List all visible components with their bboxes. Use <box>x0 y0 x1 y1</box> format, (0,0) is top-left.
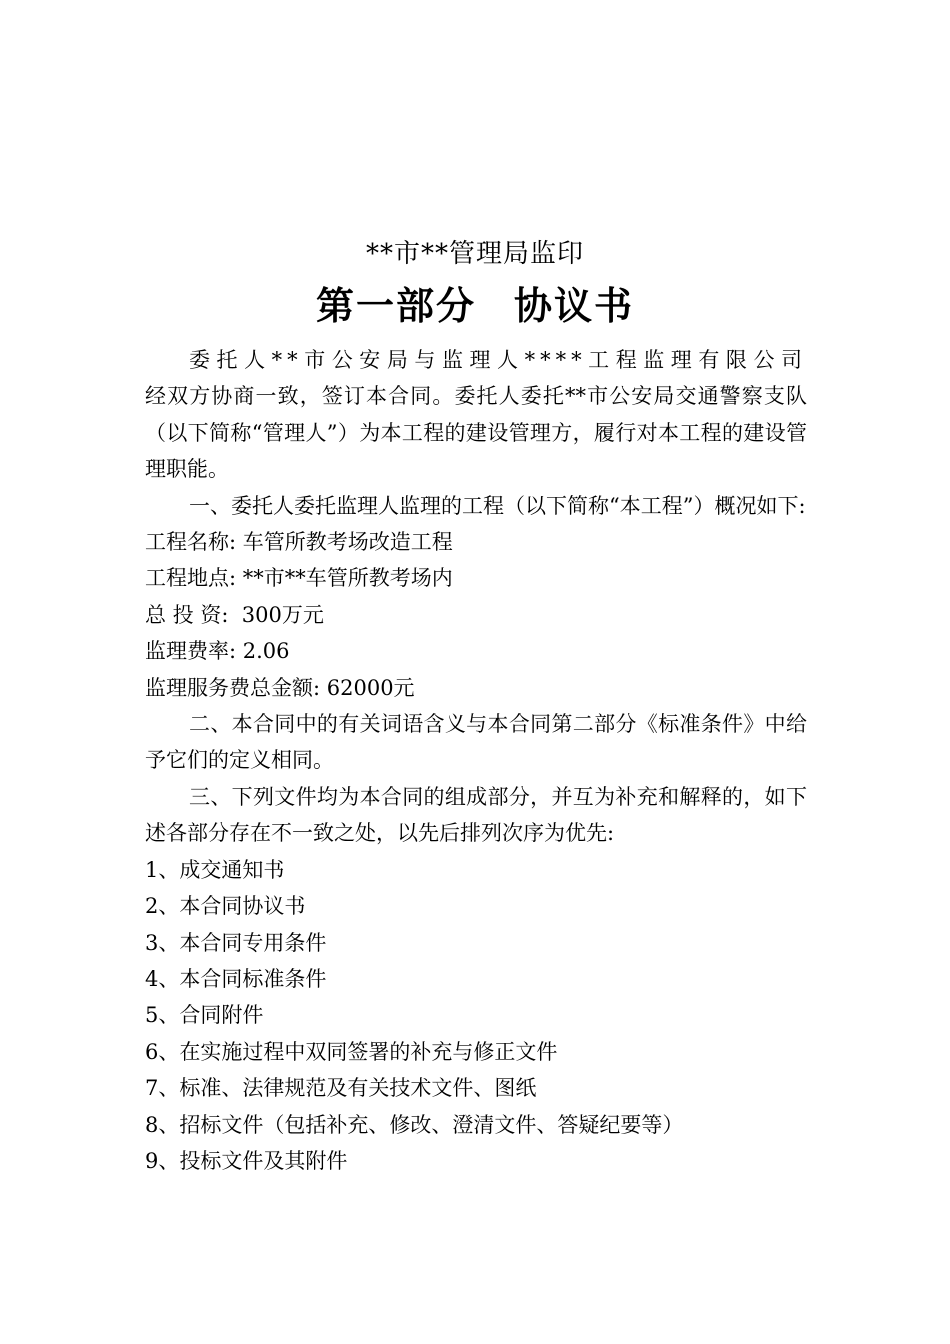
intro-first-line: 委托人**市公安局与监理人****工程监理有限公司 <box>189 348 807 372</box>
list-item: 4、本合同标准条件 <box>145 966 327 991</box>
document-title <box>0 280 950 332</box>
list-item: 6、在实施过程中双同签署的补充与修正文件 <box>145 1039 558 1064</box>
supervision-rate-field: 监理费率: 2.06 <box>145 639 290 664</box>
total-investment-field: 总 投 资: 300万元 <box>145 602 324 627</box>
section-2-paragraph: 二、本合同中的有关词语含义与本合同第二部分《标准条件》中给予它们的定义相同。 <box>145 712 807 773</box>
list-item: 8、招标文件（包括补充、修改、澄清文件、答疑纪要等） <box>145 1112 684 1137</box>
section-3-paragraph: 三、下列文件均为本合同的组成部分，并互为补充和解释的，如下述各部分存在不一致之处，以先后排列次序为优先: <box>145 784 807 846</box>
list-item: 3、本合同专用条件 <box>145 930 327 955</box>
list-item: 7、标准、法律规范及有关技术文件、图纸 <box>145 1076 537 1101</box>
list-item: 2、本合同协议书 <box>145 894 306 919</box>
project-location-field: 工程地点: **市**车管所教考场内 <box>145 566 453 591</box>
section-1-paragraph: 一、委托人委托监理人监理的工程（以下简称“本工程”）概况如下: <box>189 493 806 518</box>
title-part-name: 协议书 <box>514 283 635 328</box>
title-part-label: 第一部分 <box>315 283 476 328</box>
document-body <box>145 342 807 1179</box>
intro-paragraph: 经双方协商一致，签订本合同。委托人委托**市公安局交通警察支队（以下简称“管理人”）为本工程的建设管理方，履行对本工程的建设管理职能。 <box>145 384 807 482</box>
project-name-field: 工程名称: 车管所教考场改造工程 <box>145 530 453 555</box>
supervision-fee-field: 监理服务费总金额: 62000元 <box>145 675 415 700</box>
list-item: 5、合同附件 <box>145 1003 264 1028</box>
document-subtitle: **市**管理局监印 <box>365 239 584 269</box>
list-item: 9、投标文件及其附件 <box>145 1148 348 1173</box>
list-item: 1、成交通知书 <box>145 857 285 882</box>
